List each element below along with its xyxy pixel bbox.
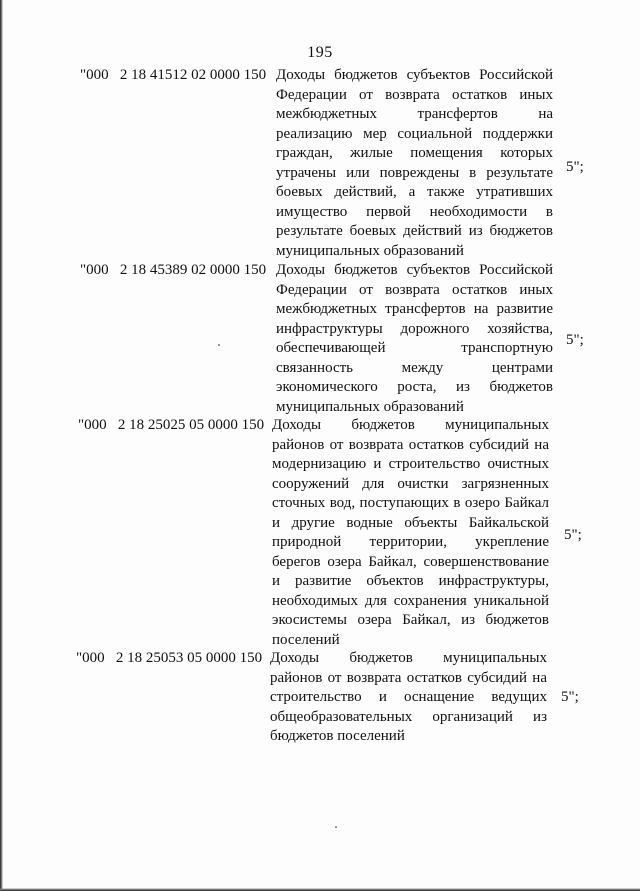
scan-speck <box>335 826 337 828</box>
budget-code: "000 2 18 45389 02 0000 150 <box>80 262 267 278</box>
budget-description: Доходы бюджетов муниципальных районов от возврата остатков субсидий на строительство и оснащение ведущих общеобразовательных организаций из бюджетов поселений <box>270 650 547 744</box>
scan-edge-left <box>0 0 3 891</box>
row-suffix: 5"; <box>564 527 582 543</box>
page-number: 195 <box>307 44 333 61</box>
budget-description: Доходы бюджетов субъектов Российской Федерации от возврата остатков иных межбюджетных трансфертов на реализацию мер социальной поддержки граждан, жилые помещения которых утрачены или повреждены в результате боевых действий, а также утративших имущество первой необходимости в результате боевых действий из бюджетов муниципальных образований <box>276 67 553 259</box>
row-suffix: 5"; <box>566 332 584 348</box>
scan-speck <box>218 344 220 346</box>
row-suffix: 5"; <box>566 159 584 175</box>
budget-code: "000 2 18 25025 05 0000 150 <box>78 417 265 433</box>
budget-code: "000 2 18 25053 05 0000 150 <box>76 650 263 666</box>
budget-code: "000 2 18 41512 02 0000 150 <box>80 67 267 83</box>
row-suffix: 5"; <box>561 689 579 705</box>
budget-description: Доходы бюджетов муниципальных районов от возврата остатков субсидий на модернизацию и строительство очистных сооружений для очистки загрязненных сточных вод, поступающих в озеро Байкал и другие водные объекты Байкальской природной территории, укрепление берегов озера Байкал, совершенствование и развитие объектов инфраструктуры, необходимых для сохранения уникальной экосистемы озера Байкал, из бюджетов поселений <box>272 417 549 648</box>
budget-description: Доходы бюджетов субъектов Российской Федерации от возврата остатков иных межбюджетных трансфертов на развитие инфраструктуры дорожного хозяйства, обеспечивающей транспортную связанность между центрами экономического роста, из бюджетов муниципальных образований <box>276 262 553 415</box>
